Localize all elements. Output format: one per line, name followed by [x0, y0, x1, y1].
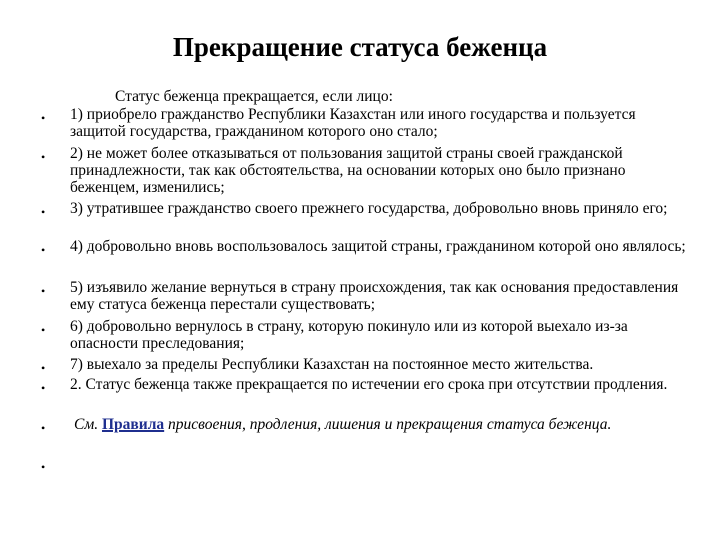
note-prefix: См. [74, 416, 99, 433]
bullet-5: • [41, 284, 46, 298]
bullet-10: • [41, 460, 46, 474]
list-item-1: 1) приобрело гражданство Республики Казахстан или иного государства и пользуется защитой государства, гражданином которого оно стало; [70, 106, 636, 140]
bullet-9: • [41, 421, 46, 435]
rules-link[interactable]: Правила [101, 416, 165, 433]
bullet-7: • [41, 361, 46, 375]
slide-title: Прекращение статуса беженца [172, 32, 548, 62]
rules-note [74, 416, 644, 433]
list-item-6: 6) добровольно вернулось в страну, которую покинуло или из которой выехало из-за опасности преследования; [70, 318, 628, 352]
intro-text: Статус беженца прекращается, если лицо: [115, 88, 393, 105]
bullet-8: • [41, 381, 46, 395]
list-item-2: 2) не может более отказываться от пользования защитой страны своей гражданской принадлежности, так как обстоятельства, на основании которых оно было признано беженцем, изменились; [70, 145, 626, 196]
list-item-5: 5) изъявило желание вернуться в страну происхождения, так как основания предоставления ему статуса беженца перестали существовать; [70, 279, 679, 313]
list-item-8: 2. Статус беженца также прекращается по истечении его срока при отсутствии продления. [70, 376, 668, 393]
list-item-7: 7) выехало за пределы Республики Казахстан на постоянное место жительства. [70, 356, 594, 373]
bullet-6: • [41, 323, 46, 337]
list-item-3: 3) утратившее гражданство своего прежнего государства, добровольно вновь приняло его; [70, 200, 668, 217]
bullet-4: • [41, 243, 46, 257]
bullet-3: • [41, 205, 46, 219]
note-suffix: присвоения, продления, лишения и прекращения статуса беженца. [168, 416, 612, 433]
bullet-2: • [41, 150, 46, 164]
bullet-1: • [41, 111, 46, 125]
list-item-4: 4) добровольно вновь воспользовалось защитой страны, гражданином которой оно являлось; [70, 238, 686, 255]
